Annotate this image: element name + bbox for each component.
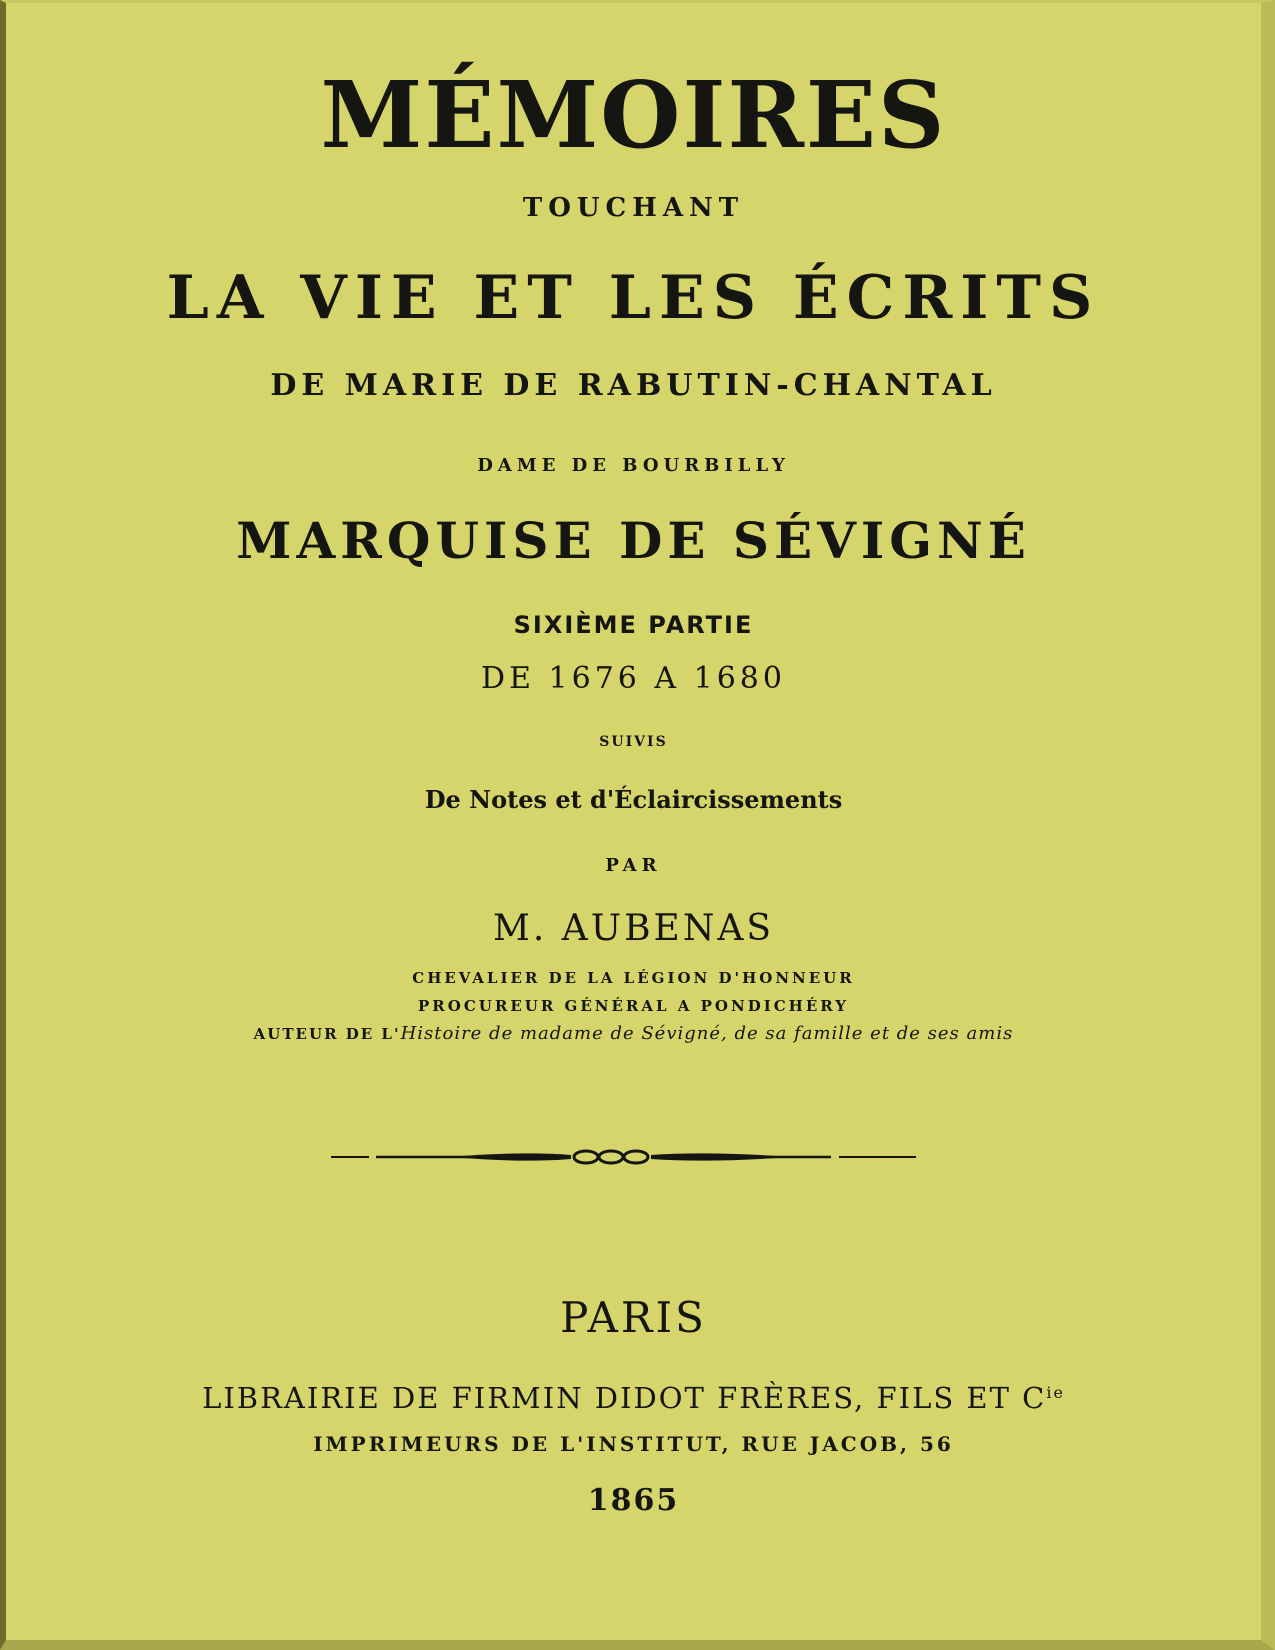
publisher-line [6, 1375, 1261, 1416]
suivis-line: SUIVIS [599, 734, 668, 750]
previous-work-title: Histoire de madame de Sévigné, de sa famille et de ses amis [400, 1023, 1014, 1044]
publisher-address: IMPRIMEURS DE L'INSTITUT, RUE JACOB, 56 [313, 1432, 954, 1456]
touchant-line: TOUCHANT [522, 193, 745, 223]
publisher-name: LIBRAIRIE DE FIRMIN DIDOT FRÈRES, FILS ET C [202, 1381, 1047, 1415]
par-line: PAR [605, 855, 662, 876]
book-title: MÉMOIRES [320, 61, 947, 169]
publication-city: PARIS [560, 1293, 707, 1342]
dame-line: DAME DE BOURBILLY [477, 455, 790, 476]
auteur-prefix: AUTEUR DE L' [253, 1025, 401, 1043]
publication-year: 1865 [587, 1483, 680, 1518]
part-label: SIXIÈME PARTIE [513, 611, 754, 639]
author-previous-work [6, 1024, 1261, 1044]
date-range: DE 1676 A 1680 [481, 661, 786, 696]
book-subtitle: LA VIE ET LES ÉCRITS [166, 263, 1101, 333]
publisher-suffix: ie [1046, 1383, 1065, 1402]
marquise-line: MARQUISE DE SÉVIGNÉ [236, 511, 1031, 570]
author-name: M. AUBENAS [493, 908, 774, 949]
notes-line: De Notes et d'Éclaircissements [424, 785, 843, 814]
ornament-divider [331, 1145, 916, 1169]
author-credential: CHEVALIER DE LA LÉGION D'HONNEUR [412, 969, 855, 987]
subject-line: DE MARIE DE RABUTIN-CHANTAL [270, 368, 997, 403]
author-credential: PROCUREUR GÉNÉRAL A PONDICHÉRY [418, 997, 849, 1015]
